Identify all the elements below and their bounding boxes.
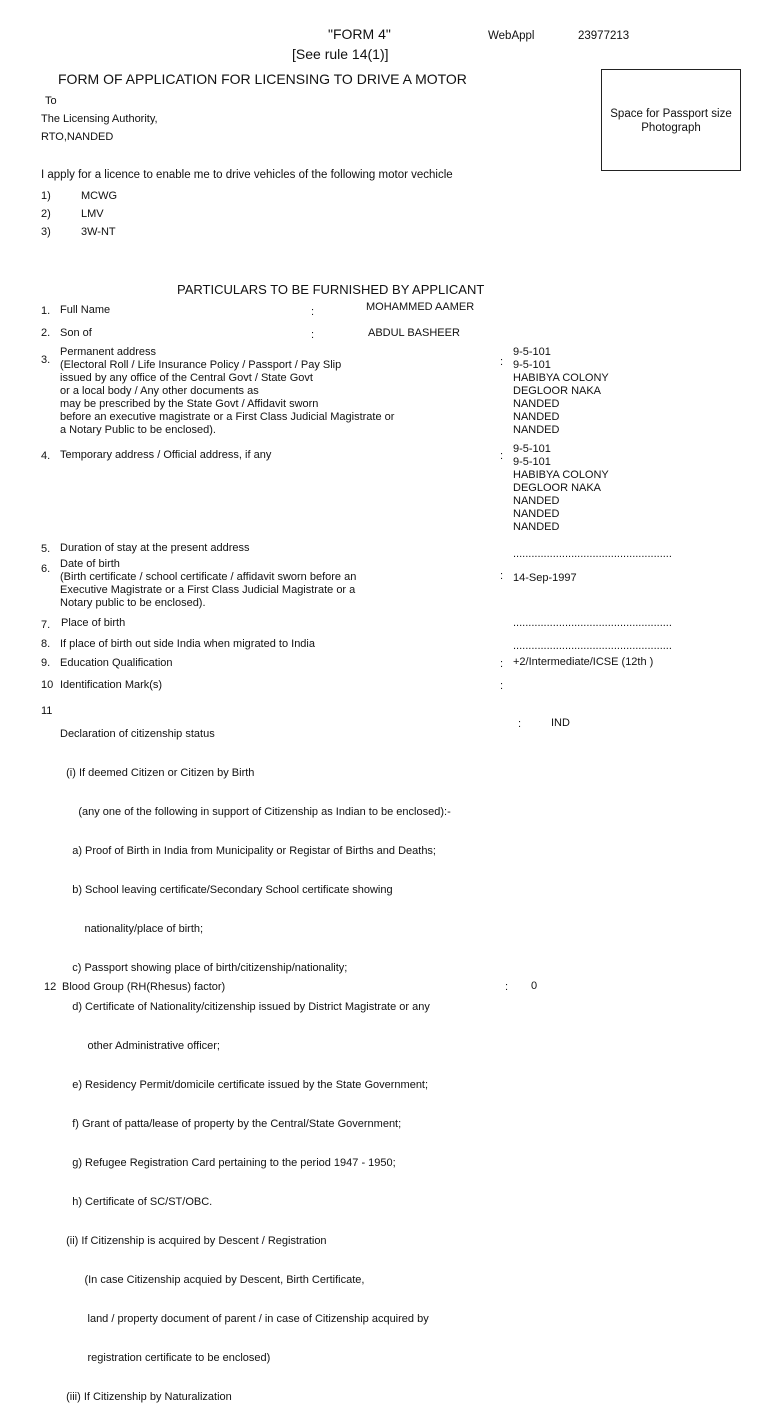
vehicle-number: 1) [41,190,51,202]
value-line: NANDED [513,424,560,436]
item-number: 8. [41,638,51,650]
citizenship-line: (i) If deemed Citizen or Citizen by Birth [60,767,255,779]
form-title: FORM OF APPLICATION FOR LICENSING TO DRIVE A MOTOR [58,71,467,87]
citizenship-line: other Administrative officer; [60,1040,220,1052]
label-line: or a local body / Any other documents as [60,385,259,397]
label-line: Permanent address [60,346,156,358]
citizenship-declaration [60,702,451,1417]
item-number: 9. [41,657,51,669]
dob-value: 14-Sep-1997 [513,572,577,584]
citizenship-line: f) Grant of patta/lease of property by the Central/State Government; [60,1118,402,1130]
section-title: PARTICULARS TO BE FURNISHED BY APPLICANT [177,282,485,297]
education-label: Education Qualification [60,657,173,669]
colon: : [311,306,315,318]
value-line: 9-5-101 [513,456,551,468]
place-of-birth-label: Place of birth [61,617,126,629]
value-line: NANDED [513,521,560,533]
citizenship-line: (ii) If Citizenship is acquired by Descent / Registration [60,1235,327,1247]
value-line: DEGLOOR NAKA [513,482,602,494]
intro-text: I apply for a licence to enable me to drive vehicles of the following motor vechicle [41,169,453,181]
form-number: "FORM 4" [328,26,391,42]
passport-photo-box [601,69,741,171]
duration-value: .................................................... [513,548,672,560]
item-number: 1. [41,305,51,317]
vehicle-class: LMV [81,208,104,220]
blood-group-label: Blood Group (RH(Rhesus) factor) [62,981,226,993]
temporary-address-label: Temporary address / Official address, if any [60,449,272,461]
full-name-label: Full Name [60,304,111,316]
permanent-address-label [60,346,394,437]
authority-line: The Licensing Authority, [41,113,158,125]
colon: : [505,981,509,993]
colon: : [500,570,504,582]
place-of-birth-value: .................................................... [513,617,672,629]
value-line: 9-5-101 [513,346,551,358]
item-number: 7. [41,619,51,631]
citizenship-line: b) School leaving certificate/Secondary School certificate showing [60,884,393,896]
value-line: 9-5-101 [513,359,551,371]
temporary-address-value [513,443,609,534]
citizenship-line: registration certificate to be enclosed) [60,1352,271,1364]
vehicle-number: 3) [41,226,51,238]
web-appl-label: WebAppl [488,30,535,42]
value-line: HABIBYA COLONY [513,469,609,481]
colon: : [500,680,504,692]
full-name-value: MOHAMMED AAMER [366,301,475,313]
duration-label: Duration of stay at the present address [60,542,250,554]
item-number: 4. [41,450,51,462]
citizenship-line: a) Proof of Birth in India from Municipality or Registar of Births and Deaths; [60,845,436,857]
rto-line: RTO,NANDED [41,131,114,143]
value-line: NANDED [513,508,560,520]
migration-value: .................................................... [513,640,672,652]
value-line: NANDED [513,398,560,410]
citizenship-line: d) Certificate of Nationality/citizenship issued by District Magistrate or any [60,1001,430,1013]
son-of-label: Son of [60,327,92,339]
label-line: before an executive magistrate or a First Class Judicial Magistrate or [60,411,395,423]
vehicle-class: 3W-NT [81,226,116,238]
citizenship-line: nationality/place of birth; [60,923,204,935]
item-number: 5. [41,543,51,555]
citizenship-line: e) Residency Permit/domicile certificate issued by the State Government; [60,1079,429,1091]
colon: : [311,329,315,341]
vehicle-number: 2) [41,208,51,220]
label-line: Notary public to be enclosed). [60,597,206,609]
citizenship-value: IND [551,717,570,729]
item-number: 2. [41,327,51,339]
value-line: 9-5-101 [513,443,551,455]
label-line: (Birth certificate / school certificate / affidavit sworn before an [60,571,357,583]
citizenship-line: Declaration of citizenship status [60,728,215,740]
citizenship-line: (In case Citizenship acquied by Descent, Birth Certificate, [60,1274,365,1286]
item-number: 3. [41,354,51,366]
item-number: 11 [41,705,53,717]
label-line: may be prescribed by the State Govt / Affidavit sworn [60,398,319,410]
colon: : [500,356,504,368]
to-line: To [45,95,57,107]
value-line: NANDED [513,411,560,423]
web-appl-number: 23977213 [578,30,630,42]
label-line: issued by any office of the Central Govt / State Govt [60,372,313,384]
value-line: HABIBYA COLONY [513,372,609,384]
item-number: 10 [41,679,54,691]
citizenship-line: land / property document of parent / in case of Citizenship acquired by [60,1313,429,1325]
blood-group-value: 0 [531,980,538,992]
colon: : [500,450,504,462]
vehicle-class: MCWG [81,190,118,202]
form-rule: [See rule 14(1)] [292,46,389,62]
value-line: NANDED [513,495,560,507]
migration-label: If place of birth out side India when migrated to India [60,638,315,650]
citizenship-line: (iii) If Citizenship by Naturalization [60,1391,232,1403]
item-number: 6. [41,563,51,575]
value-line: DEGLOOR NAKA [513,385,602,397]
item-number: 12 [44,981,57,993]
colon: : [518,718,522,730]
label-line: (Electoral Roll / Life Insurance Policy / Passport / Pay Slip [60,359,342,371]
colon: : [500,658,504,670]
citizenship-line: h) Certificate of SC/ST/OBC. [60,1196,213,1208]
citizenship-line: (any one of the following in support of Citizenship as Indian to be enclosed):- [60,806,451,818]
son-of-value: ABDUL BASHEER [368,327,460,339]
permanent-address-value [513,346,609,437]
dob-label [60,558,356,610]
identification-label: Identification Mark(s) [60,679,163,691]
photo-box-label: Space for Passport size Photograph [610,108,732,134]
label-line: a Notary Public to be enclosed). [60,424,216,436]
education-value: +2/Intermediate/ICSE (12th ) [513,656,654,668]
citizenship-line: c) Passport showing place of birth/citizenship/nationality; [60,962,348,974]
citizenship-line: g) Refugee Registration Card pertaining to the period 1947 - 1950; [60,1157,396,1169]
label-line: Date of birth [60,558,120,570]
label-line: Executive Magistrate or a First Class Judicial Magistrate or a [60,584,356,596]
